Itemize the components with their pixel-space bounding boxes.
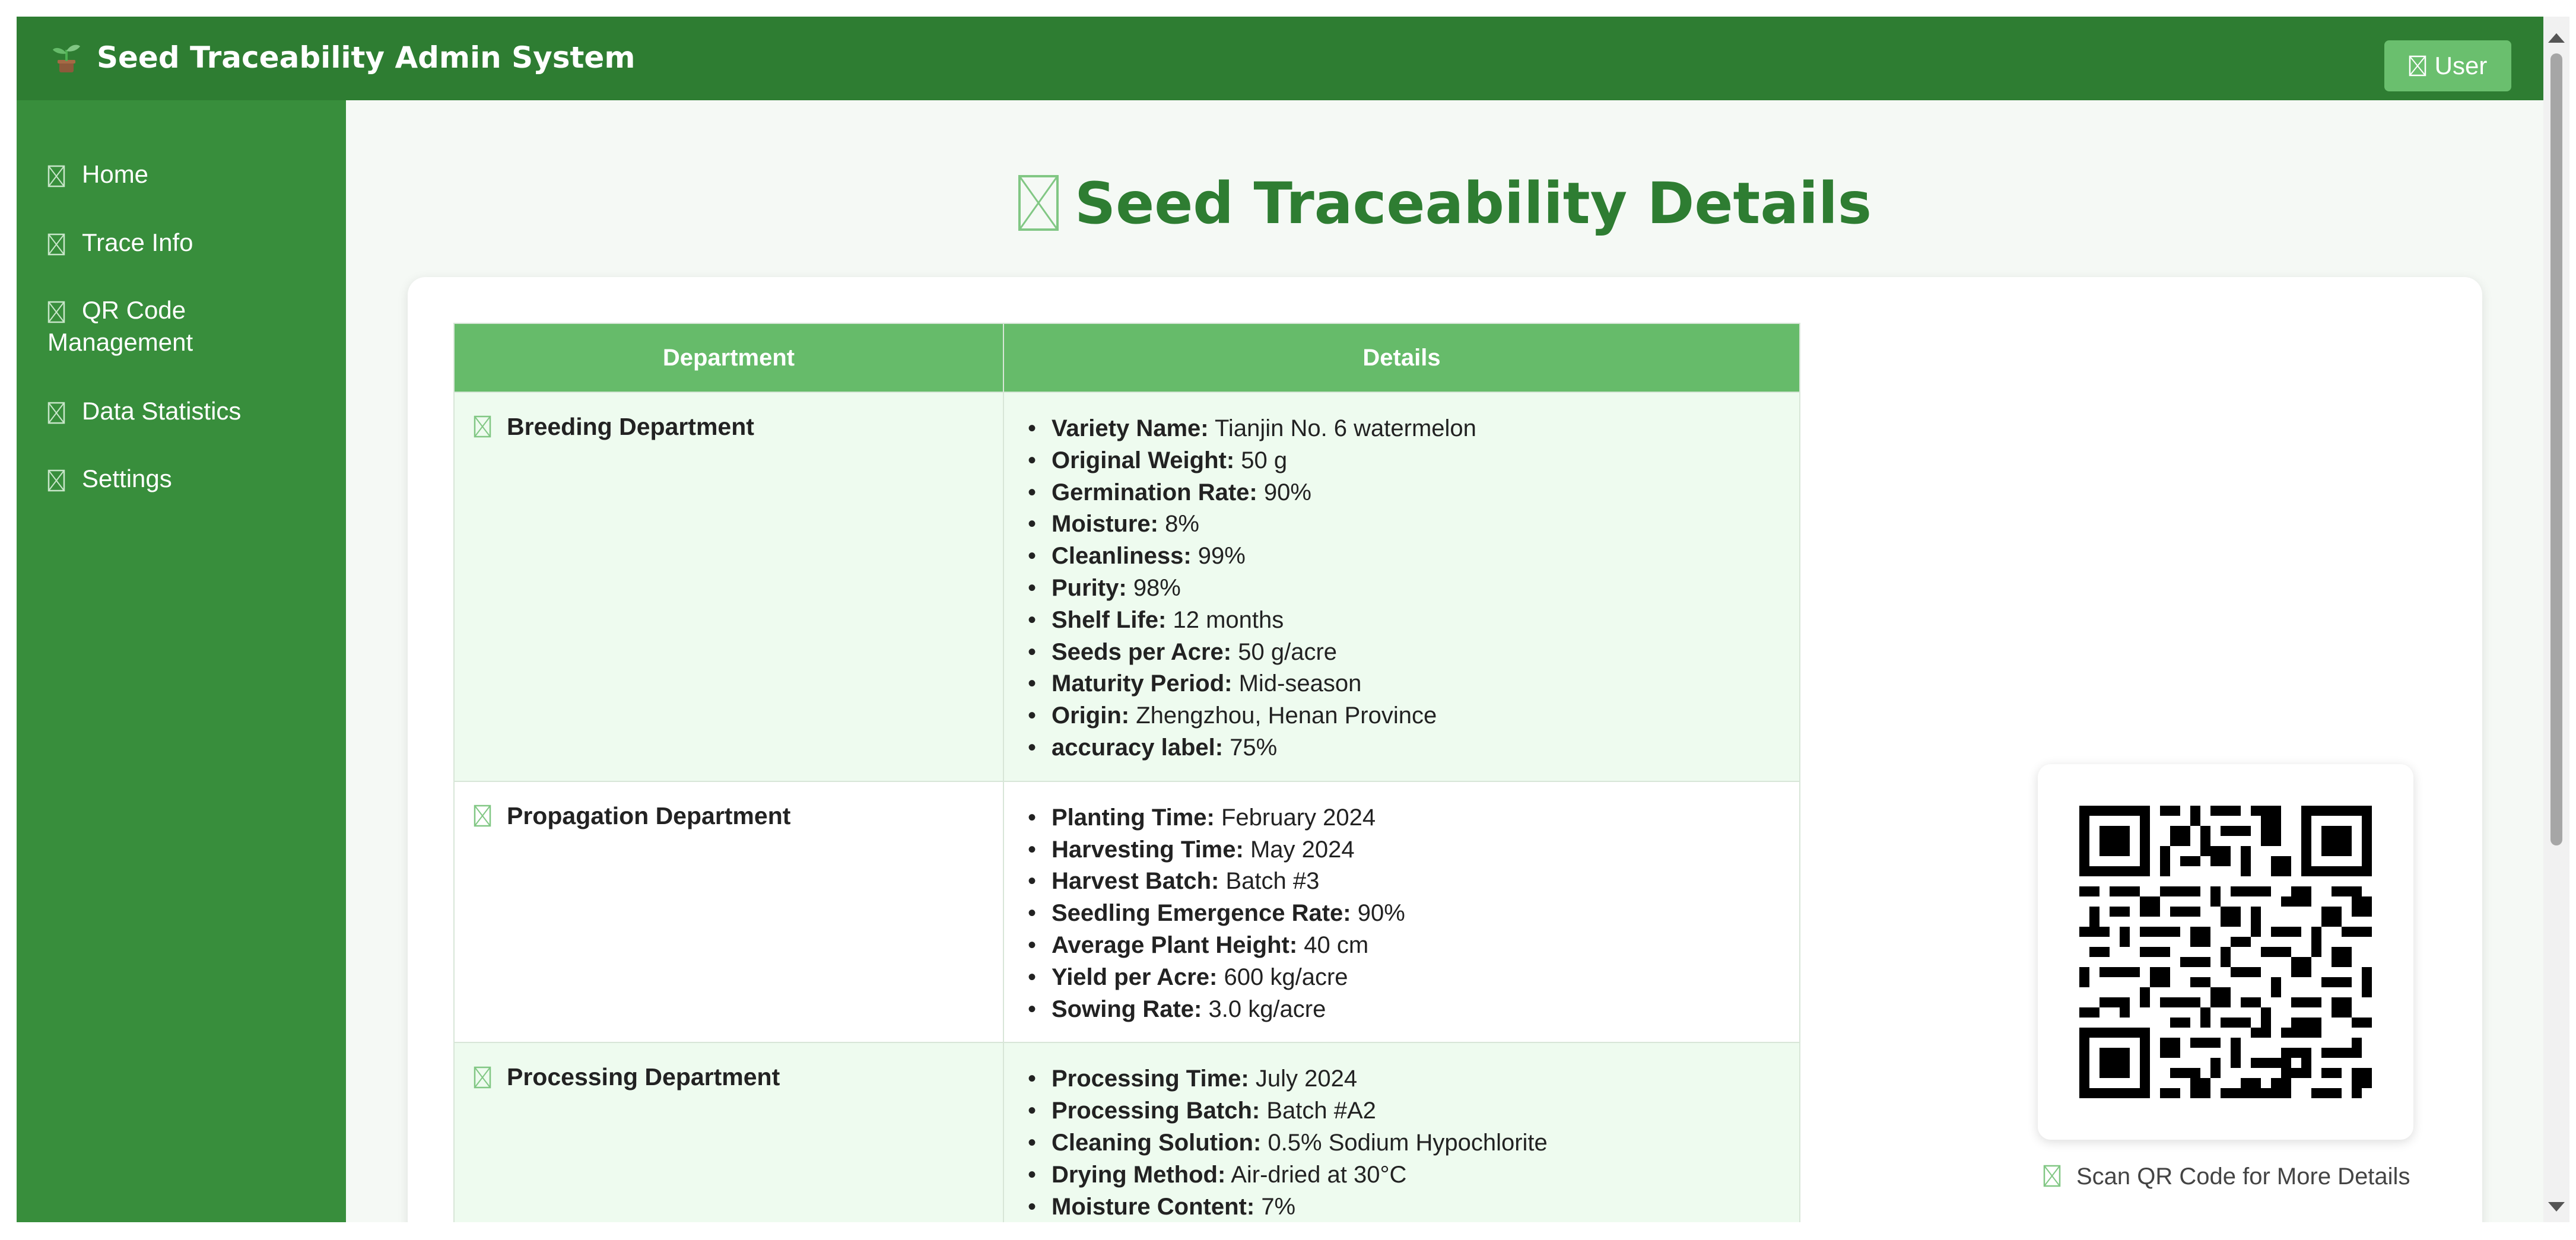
list-item bbox=[1028, 1127, 1799, 1159]
qr-caption-text: Scan QR Code for More Details bbox=[2076, 1163, 2410, 1190]
page-title-text: Seed Traceability Details bbox=[1074, 170, 1872, 237]
detail-label: Planting Time: bbox=[1052, 804, 1215, 831]
broken-image-icon bbox=[47, 402, 65, 424]
department-name: Processing Department bbox=[507, 1063, 780, 1091]
list-item bbox=[1028, 573, 1799, 605]
detail-value: 50 g/acre bbox=[1238, 638, 1338, 665]
sprout-icon bbox=[49, 40, 84, 75]
detail-value: 90% bbox=[1263, 479, 1311, 505]
qr-code bbox=[2079, 806, 2372, 1098]
app-title: Seed Traceability Admin System bbox=[97, 40, 636, 75]
sidebar-item-label: Trace Info bbox=[82, 228, 193, 256]
list-item bbox=[1028, 668, 1799, 700]
details-cell bbox=[1003, 1042, 1800, 1222]
detail-value: 99% bbox=[1198, 543, 1246, 570]
list-item bbox=[1028, 962, 1799, 994]
trace-details-card bbox=[408, 277, 2482, 1222]
list-item bbox=[1028, 445, 1799, 477]
broken-image-icon bbox=[2043, 1165, 2061, 1187]
broken-image-icon bbox=[47, 233, 65, 256]
detail-label: Processing Batch: bbox=[1052, 1098, 1260, 1124]
list-item bbox=[1028, 700, 1799, 732]
detail-value: Mid-season bbox=[1238, 670, 1362, 697]
broken-image-icon bbox=[474, 1066, 491, 1089]
list-item bbox=[1028, 508, 1799, 540]
list-item bbox=[1028, 994, 1799, 1026]
detail-label: accuracy label: bbox=[1052, 734, 1224, 761]
detail-value: Batch #3 bbox=[1225, 868, 1320, 895]
sidebar-item-label: QR Code Management bbox=[47, 296, 193, 356]
vertical-scrollbar[interactable] bbox=[2543, 17, 2569, 1222]
detail-label: Germination Rate: bbox=[1052, 479, 1257, 505]
detail-value: 75% bbox=[1230, 734, 1278, 761]
detail-value: 7% bbox=[1261, 1193, 1296, 1220]
list-item bbox=[1028, 802, 1799, 834]
detail-label: Original Weight: bbox=[1052, 447, 1235, 473]
list-item bbox=[1028, 834, 1799, 866]
detail-label: Harvest Batch: bbox=[1052, 868, 1219, 895]
scroll-down-arrow-icon[interactable] bbox=[2548, 1202, 2565, 1212]
detail-value: 90% bbox=[1357, 900, 1405, 927]
broken-image-icon bbox=[1018, 174, 1059, 231]
main-content bbox=[346, 100, 2543, 1222]
qr-code-box[interactable] bbox=[2038, 764, 2413, 1140]
detail-value: 0.5% Sodium Hypochlorite bbox=[1268, 1129, 1548, 1156]
brand bbox=[49, 40, 635, 75]
table-row bbox=[454, 392, 1800, 781]
department-name: Breeding Department bbox=[507, 413, 754, 440]
detail-label: Cleaning Solution: bbox=[1052, 1129, 1262, 1156]
list-item bbox=[1028, 732, 1799, 764]
qr-caption bbox=[2043, 1163, 2410, 1190]
sidebar-item-data-statistics[interactable] bbox=[47, 395, 326, 427]
list-item bbox=[1028, 1063, 1799, 1095]
detail-value: July 2024 bbox=[1255, 1066, 1358, 1092]
sidebar-item-label: Settings bbox=[82, 465, 172, 492]
table-row bbox=[454, 1042, 1800, 1222]
detail-label: Origin: bbox=[1052, 702, 1130, 729]
detail-label: Harvesting Time: bbox=[1052, 836, 1244, 863]
list-item bbox=[1028, 1191, 1799, 1222]
detail-label: Moisture Content: bbox=[1052, 1193, 1255, 1220]
detail-label: Average Plant Height: bbox=[1052, 931, 1298, 958]
detail-label: Seeds per Acre: bbox=[1052, 638, 1232, 665]
page-title bbox=[346, 170, 2543, 237]
department-cell bbox=[454, 392, 1003, 781]
list-item bbox=[1028, 637, 1799, 669]
user-button-label: User bbox=[2434, 52, 2488, 80]
scrollbar-thumb[interactable] bbox=[2550, 53, 2562, 845]
list-item bbox=[1028, 477, 1799, 509]
column-header-department: Department bbox=[454, 323, 1003, 392]
sidebar bbox=[17, 100, 346, 1222]
list-item bbox=[1028, 605, 1799, 637]
scroll-up-arrow-icon[interactable] bbox=[2548, 33, 2565, 43]
detail-label: Shelf Life: bbox=[1052, 606, 1167, 633]
broken-image-icon bbox=[47, 469, 65, 492]
detail-value: 600 kg/acre bbox=[1224, 964, 1348, 990]
trace-table-body bbox=[454, 392, 1800, 1222]
list-item bbox=[1028, 930, 1799, 962]
sidebar-item-label: Data Statistics bbox=[82, 397, 242, 425]
table-header-row bbox=[454, 323, 1800, 392]
broken-image-icon bbox=[474, 415, 491, 438]
list-item bbox=[1028, 866, 1799, 898]
detail-value: 50 g bbox=[1241, 447, 1288, 473]
broken-image-icon bbox=[474, 805, 491, 827]
user-button[interactable] bbox=[2384, 40, 2511, 91]
detail-label: Purity: bbox=[1052, 574, 1127, 601]
department-cell bbox=[454, 781, 1003, 1043]
list-item bbox=[1028, 1159, 1799, 1191]
detail-label: Processing Time: bbox=[1052, 1066, 1249, 1092]
column-header-details: Details bbox=[1003, 323, 1800, 392]
details-list bbox=[1004, 1043, 1799, 1222]
detail-value: May 2024 bbox=[1250, 836, 1355, 863]
top-header-bar bbox=[17, 17, 2543, 100]
details-cell bbox=[1003, 392, 1800, 781]
detail-label: Drying Method: bbox=[1052, 1161, 1226, 1188]
detail-value: Air-dried at 30°C bbox=[1231, 1161, 1407, 1188]
list-item bbox=[1028, 898, 1799, 930]
detail-label: Sowing Rate: bbox=[1052, 996, 1202, 1022]
sidebar-item-label: Home bbox=[82, 160, 149, 188]
detail-value: February 2024 bbox=[1221, 804, 1376, 831]
department-cell bbox=[454, 1042, 1003, 1222]
detail-label: Maturity Period: bbox=[1052, 670, 1233, 697]
detail-value: 98% bbox=[1133, 574, 1181, 601]
broken-image-icon bbox=[47, 301, 65, 323]
table-row bbox=[454, 781, 1800, 1043]
details-cell bbox=[1003, 781, 1800, 1043]
detail-value: Zhengzhou, Henan Province bbox=[1136, 702, 1437, 729]
details-list bbox=[1004, 393, 1799, 781]
app-window bbox=[17, 17, 2543, 1222]
sidebar-item-home[interactable] bbox=[47, 158, 326, 190]
detail-value: 3.0 kg/acre bbox=[1208, 996, 1326, 1022]
broken-image-icon bbox=[2409, 55, 2426, 77]
list-item bbox=[1028, 540, 1799, 573]
detail-value: 40 cm bbox=[1304, 931, 1369, 958]
sidebar-item-settings[interactable] bbox=[47, 463, 326, 495]
detail-value: 12 months bbox=[1173, 606, 1284, 633]
detail-value: Batch #A2 bbox=[1266, 1098, 1376, 1124]
sidebar-item-trace-info[interactable] bbox=[47, 227, 326, 259]
detail-label: Seedling Emergence Rate: bbox=[1052, 900, 1351, 927]
detail-label: Yield per Acre: bbox=[1052, 964, 1218, 990]
detail-value: Tianjin No. 6 watermelon bbox=[1214, 415, 1476, 441]
detail-value: 8% bbox=[1165, 511, 1199, 538]
sidebar-item-qr-code-management[interactable] bbox=[47, 294, 220, 358]
detail-label: Moisture: bbox=[1052, 511, 1158, 538]
details-list bbox=[1004, 782, 1799, 1042]
trace-table bbox=[453, 323, 1800, 1222]
broken-image-icon bbox=[47, 165, 65, 187]
department-name: Propagation Department bbox=[507, 802, 791, 829]
detail-label: Cleanliness: bbox=[1052, 543, 1192, 570]
list-item bbox=[1028, 1095, 1799, 1127]
list-item bbox=[1028, 413, 1799, 445]
detail-label: Variety Name: bbox=[1052, 415, 1209, 441]
